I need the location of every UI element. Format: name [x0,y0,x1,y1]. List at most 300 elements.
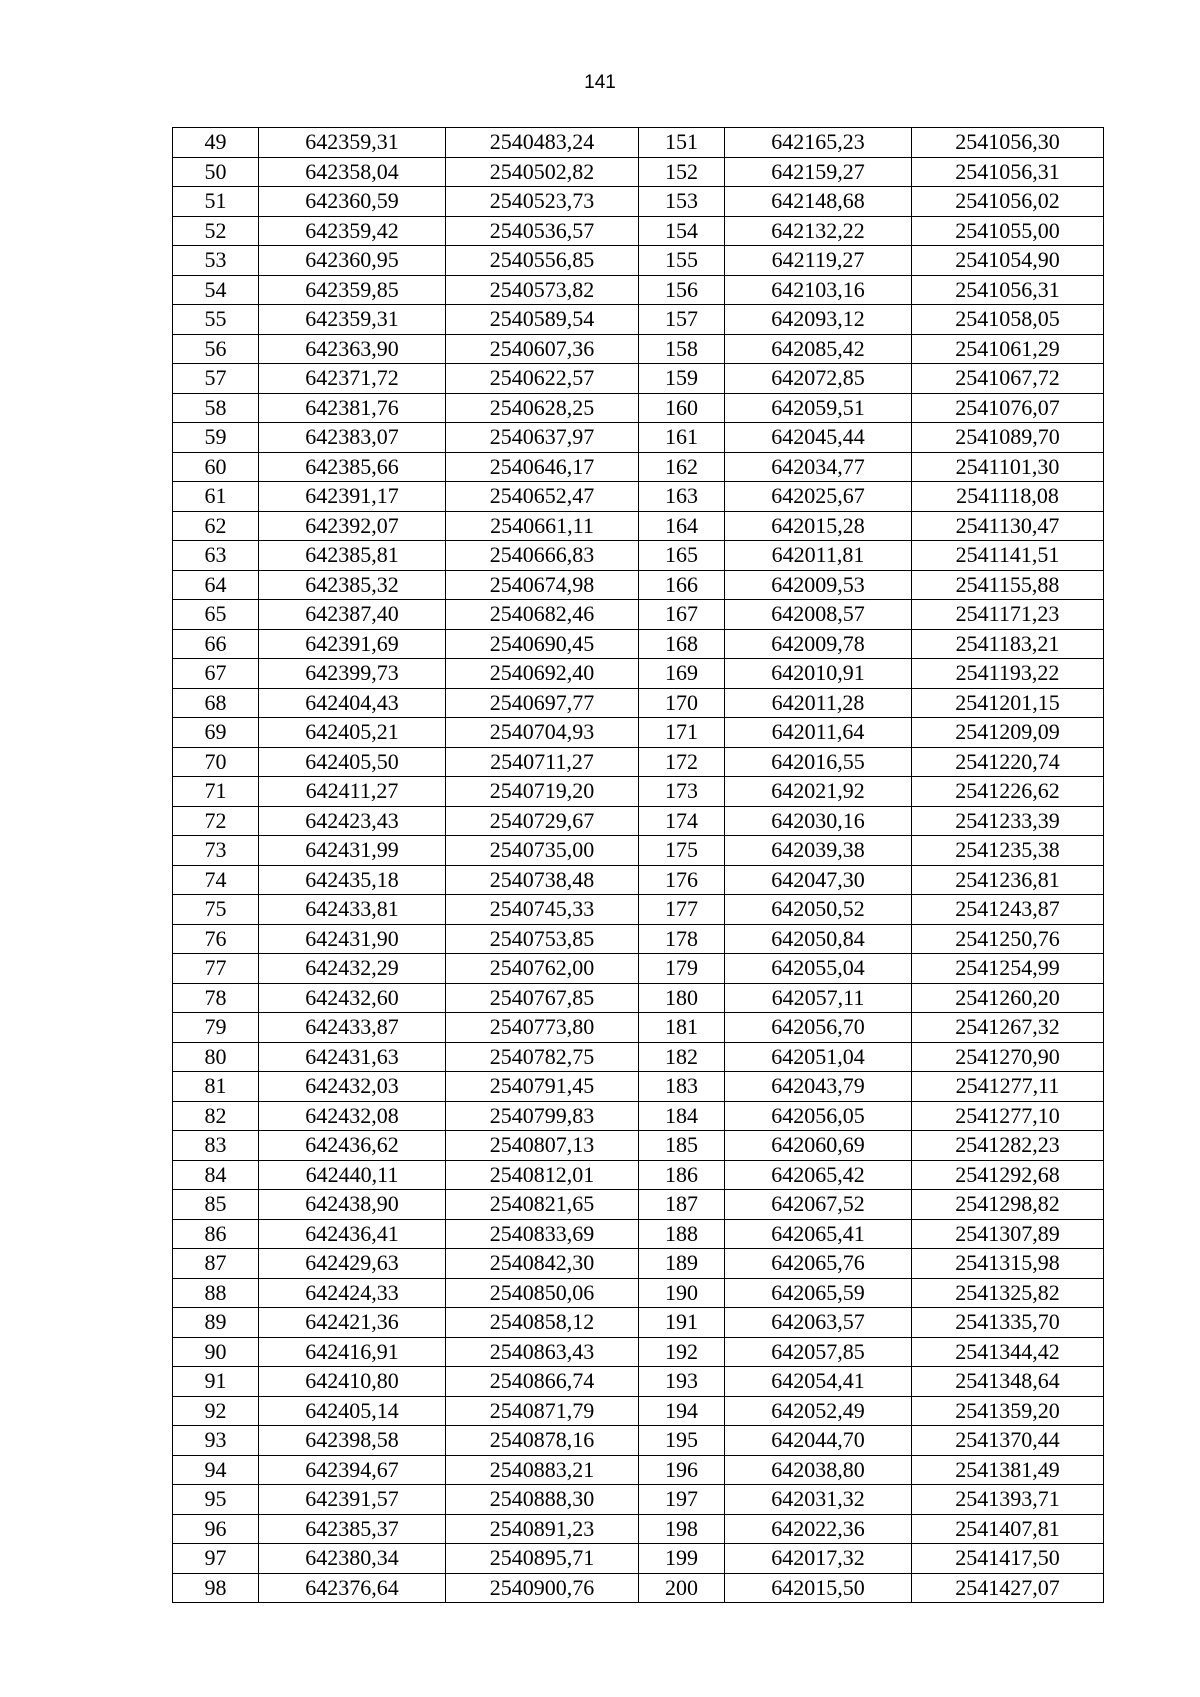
point-number-right: 200 [639,1573,725,1603]
x-coordinate-right: 642065,59 [725,1278,912,1308]
y-coordinate-left: 2540556,85 [446,246,639,276]
y-coordinate-right: 2541250,76 [912,924,1104,954]
y-coordinate-right: 2541056,30 [912,128,1104,158]
point-number-right: 161 [639,423,725,453]
x-coordinate-right: 642011,81 [725,541,912,571]
point-number-left: 65 [173,600,259,630]
y-coordinate-right: 2541277,10 [912,1101,1104,1131]
point-number-left: 80 [173,1042,259,1072]
x-coordinate-right: 642039,38 [725,836,912,866]
y-coordinate-right: 2541243,87 [912,895,1104,925]
x-coordinate-left: 642398,58 [259,1426,446,1456]
point-number-right: 156 [639,275,725,305]
table-row [173,1544,1104,1574]
x-coordinate-right: 642008,57 [725,600,912,630]
x-coordinate-left: 642432,60 [259,983,446,1013]
y-coordinate-right: 2541393,71 [912,1485,1104,1515]
x-coordinate-left: 642359,31 [259,128,446,158]
point-number-left: 93 [173,1426,259,1456]
y-coordinate-right: 2541307,89 [912,1219,1104,1249]
point-number-right: 158 [639,334,725,364]
table-row [173,895,1104,925]
y-coordinate-right: 2541061,29 [912,334,1104,364]
point-number-right: 191 [639,1308,725,1338]
point-number-right: 174 [639,806,725,836]
y-coordinate-right: 2541381,49 [912,1455,1104,1485]
x-coordinate-left: 642431,90 [259,924,446,954]
point-number-right: 171 [639,718,725,748]
table-row [173,1072,1104,1102]
x-coordinate-right: 642030,16 [725,806,912,836]
x-coordinate-right: 642072,85 [725,364,912,394]
table-row [173,1573,1104,1603]
point-number-right: 188 [639,1219,725,1249]
x-coordinate-left: 642387,40 [259,600,446,630]
y-coordinate-left: 2540821,65 [446,1190,639,1220]
x-coordinate-left: 642440,11 [259,1160,446,1190]
y-coordinate-left: 2540652,47 [446,482,639,512]
point-number-left: 71 [173,777,259,807]
y-coordinate-left: 2540888,30 [446,1485,639,1515]
table-row [173,187,1104,217]
y-coordinate-right: 2541417,50 [912,1544,1104,1574]
point-number-left: 61 [173,482,259,512]
table-row [173,541,1104,571]
table-row [173,1042,1104,1072]
x-coordinate-left: 642360,59 [259,187,446,217]
y-coordinate-left: 2540719,20 [446,777,639,807]
point-number-right: 154 [639,216,725,246]
table-row [173,629,1104,659]
x-coordinate-right: 642009,53 [725,570,912,600]
point-number-left: 60 [173,452,259,482]
y-coordinate-left: 2540483,24 [446,128,639,158]
x-coordinate-right: 642055,04 [725,954,912,984]
y-coordinate-left: 2540863,43 [446,1337,639,1367]
point-number-right: 180 [639,983,725,1013]
y-coordinate-right: 2541298,82 [912,1190,1104,1220]
point-number-left: 78 [173,983,259,1013]
table-row [173,865,1104,895]
x-coordinate-right: 642045,44 [725,423,912,453]
x-coordinate-left: 642404,43 [259,688,446,718]
point-number-left: 85 [173,1190,259,1220]
y-coordinate-left: 2540791,45 [446,1072,639,1102]
x-coordinate-left: 642423,43 [259,806,446,836]
y-coordinate-left: 2540622,57 [446,364,639,394]
x-coordinate-left: 642391,17 [259,482,446,512]
x-coordinate-left: 642381,76 [259,393,446,423]
x-coordinate-left: 642405,14 [259,1396,446,1426]
table-row [173,659,1104,689]
point-number-right: 153 [639,187,725,217]
x-coordinate-left: 642432,08 [259,1101,446,1131]
point-number-left: 79 [173,1013,259,1043]
x-coordinate-left: 642360,95 [259,246,446,276]
x-coordinate-right: 642031,32 [725,1485,912,1515]
point-number-left: 53 [173,246,259,276]
point-number-left: 98 [173,1573,259,1603]
point-number-left: 64 [173,570,259,600]
x-coordinate-left: 642410,80 [259,1367,446,1397]
y-coordinate-right: 2541209,09 [912,718,1104,748]
point-number-right: 157 [639,305,725,335]
table-row [173,1160,1104,1190]
point-number-right: 151 [639,128,725,158]
table-row [173,393,1104,423]
point-number-left: 62 [173,511,259,541]
x-coordinate-right: 642009,78 [725,629,912,659]
point-number-left: 91 [173,1367,259,1397]
x-coordinate-left: 642399,73 [259,659,446,689]
point-number-right: 177 [639,895,725,925]
y-coordinate-left: 2540502,82 [446,157,639,187]
point-number-left: 94 [173,1455,259,1485]
table-row [173,216,1104,246]
y-coordinate-left: 2540799,83 [446,1101,639,1131]
x-coordinate-right: 642165,23 [725,128,912,158]
x-coordinate-right: 642022,36 [725,1514,912,1544]
y-coordinate-left: 2540753,85 [446,924,639,954]
x-coordinate-right: 642047,30 [725,865,912,895]
x-coordinate-left: 642431,99 [259,836,446,866]
point-number-left: 57 [173,364,259,394]
table-row [173,1485,1104,1515]
point-number-left: 49 [173,128,259,158]
table-row [173,275,1104,305]
x-coordinate-right: 642085,42 [725,334,912,364]
point-number-left: 74 [173,865,259,895]
y-coordinate-left: 2540762,00 [446,954,639,984]
y-coordinate-left: 2540628,25 [446,393,639,423]
x-coordinate-right: 642010,91 [725,659,912,689]
point-number-left: 96 [173,1514,259,1544]
x-coordinate-right: 642065,42 [725,1160,912,1190]
x-coordinate-right: 642059,51 [725,393,912,423]
x-coordinate-left: 642359,85 [259,275,446,305]
y-coordinate-right: 2541130,47 [912,511,1104,541]
point-number-right: 192 [639,1337,725,1367]
x-coordinate-right: 642015,50 [725,1573,912,1603]
x-coordinate-right: 642021,92 [725,777,912,807]
point-number-right: 175 [639,836,725,866]
y-coordinate-right: 2541282,23 [912,1131,1104,1161]
x-coordinate-left: 642392,07 [259,511,446,541]
point-number-left: 67 [173,659,259,689]
point-number-left: 68 [173,688,259,718]
x-coordinate-right: 642011,28 [725,688,912,718]
point-number-right: 165 [639,541,725,571]
table-row [173,836,1104,866]
point-number-left: 76 [173,924,259,954]
x-coordinate-right: 642065,41 [725,1219,912,1249]
y-coordinate-right: 2541359,20 [912,1396,1104,1426]
table-row [173,570,1104,600]
point-number-right: 162 [639,452,725,482]
table-row [173,1396,1104,1426]
table-row [173,1278,1104,1308]
x-coordinate-right: 642057,11 [725,983,912,1013]
x-coordinate-right: 642050,52 [725,895,912,925]
y-coordinate-right: 2541089,70 [912,423,1104,453]
point-number-left: 73 [173,836,259,866]
point-number-right: 155 [639,246,725,276]
x-coordinate-left: 642429,63 [259,1249,446,1279]
x-coordinate-left: 642371,72 [259,364,446,394]
x-coordinate-right: 642052,49 [725,1396,912,1426]
point-number-right: 181 [639,1013,725,1043]
point-number-left: 52 [173,216,259,246]
point-number-left: 92 [173,1396,259,1426]
point-number-left: 70 [173,747,259,777]
point-number-left: 72 [173,806,259,836]
y-coordinate-left: 2540674,98 [446,570,639,600]
x-coordinate-left: 642416,91 [259,1337,446,1367]
point-number-right: 170 [639,688,725,718]
coordinates-table-body [173,128,1104,1603]
point-number-right: 182 [639,1042,725,1072]
table-row [173,1337,1104,1367]
point-number-right: 179 [639,954,725,984]
y-coordinate-right: 2541056,31 [912,157,1104,187]
x-coordinate-left: 642380,34 [259,1544,446,1574]
x-coordinate-left: 642385,37 [259,1514,446,1544]
table-row [173,157,1104,187]
y-coordinate-left: 2540891,23 [446,1514,639,1544]
table-row [173,511,1104,541]
point-number-right: 164 [639,511,725,541]
table-row [173,1013,1104,1043]
table-row [173,1426,1104,1456]
y-coordinate-left: 2540858,12 [446,1308,639,1338]
y-coordinate-right: 2541427,07 [912,1573,1104,1603]
table-row [173,806,1104,836]
y-coordinate-right: 2541101,30 [912,452,1104,482]
table-row [173,600,1104,630]
y-coordinate-left: 2540871,79 [446,1396,639,1426]
point-number-right: 173 [639,777,725,807]
y-coordinate-left: 2540573,82 [446,275,639,305]
x-coordinate-right: 642038,80 [725,1455,912,1485]
y-coordinate-right: 2541058,05 [912,305,1104,335]
y-coordinate-left: 2540589,54 [446,305,639,335]
x-coordinate-left: 642391,57 [259,1485,446,1515]
point-number-left: 51 [173,187,259,217]
x-coordinate-left: 642433,87 [259,1013,446,1043]
point-number-left: 81 [173,1072,259,1102]
x-coordinate-right: 642065,76 [725,1249,912,1279]
y-coordinate-left: 2540692,40 [446,659,639,689]
x-coordinate-left: 642358,04 [259,157,446,187]
x-coordinate-left: 642383,07 [259,423,446,453]
x-coordinate-left: 642431,63 [259,1042,446,1072]
y-coordinate-right: 2541325,82 [912,1278,1104,1308]
y-coordinate-right: 2541055,00 [912,216,1104,246]
y-coordinate-left: 2540807,13 [446,1131,639,1161]
x-coordinate-right: 642015,28 [725,511,912,541]
y-coordinate-left: 2540523,73 [446,187,639,217]
x-coordinate-right: 642017,32 [725,1544,912,1574]
point-number-left: 97 [173,1544,259,1574]
table-row [173,1514,1104,1544]
y-coordinate-right: 2541183,21 [912,629,1104,659]
point-number-left: 75 [173,895,259,925]
x-coordinate-right: 642011,64 [725,718,912,748]
point-number-left: 87 [173,1249,259,1279]
y-coordinate-right: 2541236,81 [912,865,1104,895]
y-coordinate-right: 2541193,22 [912,659,1104,689]
x-coordinate-left: 642433,81 [259,895,446,925]
y-coordinate-left: 2540782,75 [446,1042,639,1072]
point-number-left: 90 [173,1337,259,1367]
table-row [173,1249,1104,1279]
x-coordinate-left: 642432,03 [259,1072,446,1102]
point-number-left: 69 [173,718,259,748]
x-coordinate-right: 642063,57 [725,1308,912,1338]
table-row [173,452,1104,482]
table-row [173,482,1104,512]
point-number-left: 66 [173,629,259,659]
y-coordinate-left: 2540738,48 [446,865,639,895]
point-number-right: 176 [639,865,725,895]
table-row [173,924,1104,954]
x-coordinate-left: 642435,18 [259,865,446,895]
table-row [173,777,1104,807]
y-coordinate-right: 2541260,20 [912,983,1104,1013]
x-coordinate-right: 642016,55 [725,747,912,777]
y-coordinate-right: 2541118,08 [912,482,1104,512]
y-coordinate-right: 2541344,42 [912,1337,1104,1367]
point-number-left: 55 [173,305,259,335]
y-coordinate-left: 2540773,80 [446,1013,639,1043]
y-coordinate-right: 2541270,90 [912,1042,1104,1072]
x-coordinate-left: 642411,27 [259,777,446,807]
table-row [173,334,1104,364]
point-number-left: 54 [173,275,259,305]
point-number-right: 159 [639,364,725,394]
y-coordinate-left: 2540866,74 [446,1367,639,1397]
table-row [173,718,1104,748]
x-coordinate-right: 642025,67 [725,482,912,512]
y-coordinate-right: 2541220,74 [912,747,1104,777]
y-coordinate-right: 2541056,31 [912,275,1104,305]
y-coordinate-left: 2540850,06 [446,1278,639,1308]
point-number-left: 63 [173,541,259,571]
point-number-right: 178 [639,924,725,954]
point-number-right: 198 [639,1514,725,1544]
x-coordinate-left: 642436,62 [259,1131,446,1161]
x-coordinate-left: 642376,64 [259,1573,446,1603]
x-coordinate-left: 642385,81 [259,541,446,571]
point-number-left: 84 [173,1160,259,1190]
table-row [173,423,1104,453]
point-number-left: 88 [173,1278,259,1308]
x-coordinate-right: 642043,79 [725,1072,912,1102]
x-coordinate-left: 642424,33 [259,1278,446,1308]
y-coordinate-right: 2541267,32 [912,1013,1104,1043]
point-number-right: 168 [639,629,725,659]
y-coordinate-left: 2540666,83 [446,541,639,571]
y-coordinate-right: 2541254,99 [912,954,1104,984]
point-number-right: 163 [639,482,725,512]
x-coordinate-left: 642385,32 [259,570,446,600]
table-row [173,1131,1104,1161]
y-coordinate-right: 2541348,64 [912,1367,1104,1397]
table-row [173,364,1104,394]
coordinates-table [172,127,1104,1603]
x-coordinate-right: 642060,69 [725,1131,912,1161]
point-number-right: 169 [639,659,725,689]
table-row [173,128,1104,158]
x-coordinate-right: 642119,27 [725,246,912,276]
point-number-right: 166 [639,570,725,600]
x-coordinate-right: 642093,12 [725,305,912,335]
point-number-right: 172 [639,747,725,777]
point-number-right: 196 [639,1455,725,1485]
x-coordinate-left: 642394,67 [259,1455,446,1485]
point-number-left: 86 [173,1219,259,1249]
y-coordinate-left: 2540900,76 [446,1573,639,1603]
x-coordinate-left: 642432,29 [259,954,446,984]
point-number-left: 89 [173,1308,259,1338]
point-number-right: 199 [639,1544,725,1574]
y-coordinate-left: 2540711,27 [446,747,639,777]
y-coordinate-left: 2540767,85 [446,983,639,1013]
point-number-right: 152 [639,157,725,187]
x-coordinate-right: 642056,70 [725,1013,912,1043]
x-coordinate-left: 642421,36 [259,1308,446,1338]
y-coordinate-left: 2540661,11 [446,511,639,541]
y-coordinate-right: 2541067,72 [912,364,1104,394]
y-coordinate-left: 2540729,67 [446,806,639,836]
y-coordinate-right: 2541370,44 [912,1426,1104,1456]
y-coordinate-right: 2541315,98 [912,1249,1104,1279]
x-coordinate-right: 642051,04 [725,1042,912,1072]
y-coordinate-left: 2540842,30 [446,1249,639,1279]
point-number-right: 195 [639,1426,725,1456]
y-coordinate-left: 2540745,33 [446,895,639,925]
y-coordinate-right: 2541292,68 [912,1160,1104,1190]
table-row [173,1455,1104,1485]
table-row [173,954,1104,984]
point-number-right: 183 [639,1072,725,1102]
x-coordinate-right: 642148,68 [725,187,912,217]
table-row [173,1219,1104,1249]
y-coordinate-left: 2540697,77 [446,688,639,718]
y-coordinate-right: 2541226,62 [912,777,1104,807]
y-coordinate-left: 2540704,93 [446,718,639,748]
y-coordinate-left: 2540895,71 [446,1544,639,1574]
table-row [173,1367,1104,1397]
table-row [173,1101,1104,1131]
table-row [173,246,1104,276]
y-coordinate-right: 2541407,81 [912,1514,1104,1544]
page-number: 141 [584,72,616,93]
y-coordinate-right: 2541277,11 [912,1072,1104,1102]
point-number-right: 194 [639,1396,725,1426]
y-coordinate-left: 2540637,97 [446,423,639,453]
x-coordinate-left: 642405,21 [259,718,446,748]
point-number-right: 190 [639,1278,725,1308]
table-row [173,1190,1104,1220]
point-number-left: 56 [173,334,259,364]
table-row [173,305,1104,335]
x-coordinate-left: 642391,69 [259,629,446,659]
y-coordinate-left: 2540607,36 [446,334,639,364]
x-coordinate-right: 642056,05 [725,1101,912,1131]
y-coordinate-right: 2541076,07 [912,393,1104,423]
x-coordinate-right: 642044,70 [725,1426,912,1456]
